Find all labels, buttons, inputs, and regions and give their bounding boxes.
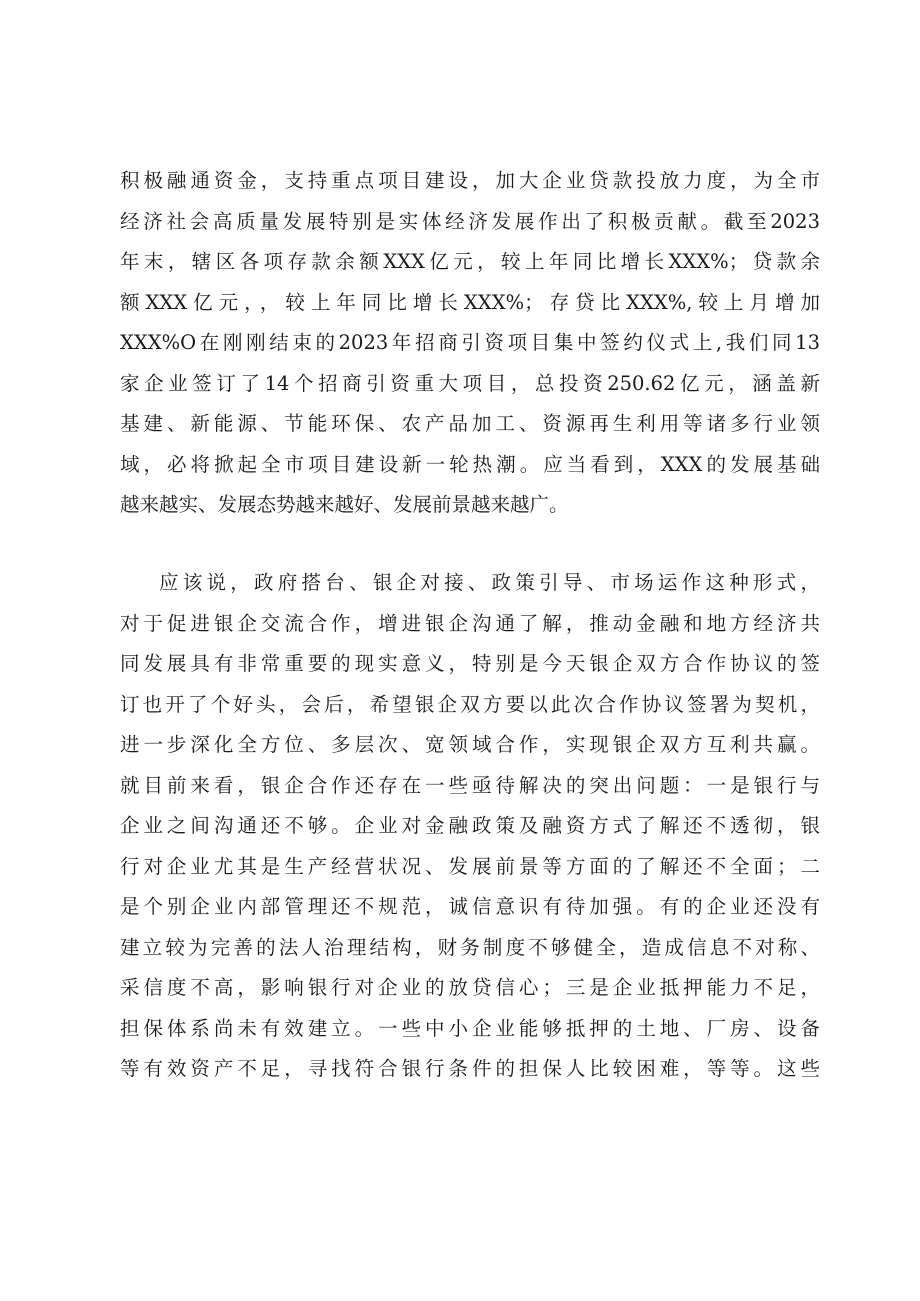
paragraph-line: 越来越实、发展态势越来越好、发展前景越来越广。 xyxy=(120,493,569,516)
paragraph-line: 建立较为完善的法人治理结构，财务制度不够健全，造成信息不对称、 xyxy=(120,935,820,959)
paragraph-line: 担保体系尚未有效建立。一些中小企业能够抵押的土地、厂房、设备 xyxy=(120,1016,820,1040)
paragraph-line: XXX%O在刚刚结束的2023年招商引资项目集中签约仪式上,我们同13 xyxy=(120,331,820,354)
paragraph-line: 应该说，政府搭台、银企对接、政策引导、市场运作这种形式， xyxy=(159,571,820,594)
paragraph-1 xyxy=(120,161,820,526)
paragraph-line: 就目前来看，银企合作还存在一些亟待解决的突出问题：一是银行与 xyxy=(120,773,820,797)
paragraph-line: 等有效资产不足，寻找符合银行条件的担保人比较困难，等等。这些 xyxy=(120,1057,820,1080)
paragraph-line: 企业之间沟通还不够。企业对金融政策及融资方式了解还不透彻，银 xyxy=(120,814,820,837)
paragraph-line: 进一步深化全方位、多层次、宽领域合作，实现银企双方互利共赢。 xyxy=(120,733,820,756)
paragraph-line: 经济社会高质量发展特别是实体经济发展作出了积极贡献。截至2023 xyxy=(120,209,820,233)
paragraph-2 xyxy=(120,563,820,1090)
paragraph-line: 同发展具有非常重要的现实意义，特别是今天银企双方合作协议的签 xyxy=(120,652,820,675)
paragraph-line: 年末，辖区各项存款余额XXX亿元，较上年同比增长XXX%；贷款余 xyxy=(120,250,820,273)
paragraph-line: 订也开了个好头，会后，希望银企双方要以此次合作协议签署为契机， xyxy=(120,692,820,716)
paragraph-line: 是个别企业内部管理还不规范，诚信意识有待加强。有的企业还没有 xyxy=(120,895,820,918)
paragraph-line: 行对企业尤其是生产经营状况、发展前景等方面的了解还不全面；二 xyxy=(120,854,820,878)
paragraph-line: 家企业签订了14个招商引资重大项目，总投资250.62亿元，涵盖新 xyxy=(120,371,820,395)
paragraph-line: 基建、新能源、节能环保、农产品加工、资源再生利用等诸多行业领 xyxy=(120,412,820,435)
paragraph-line: 采信度不高，影响银行对企业的放贷信心；三是企业抵押能力不足， xyxy=(120,976,820,999)
paragraph-line: 额XXX亿元，，较上年同比增长XXX%；存贷比XXX%,较上月增加 xyxy=(120,290,820,314)
paragraph-line: 对于促进银企交流合作，增进银企沟通了解，推动金融和地方经济共 xyxy=(120,611,820,635)
paragraph-line: 域，必将掀起全市项目建设新一轮热潮。应当看到，XXX的发展基础 xyxy=(120,452,820,476)
paragraph-line: 积极融通资金，支持重点项目建设，加大企业贷款投放力度，为全市 xyxy=(120,169,820,192)
